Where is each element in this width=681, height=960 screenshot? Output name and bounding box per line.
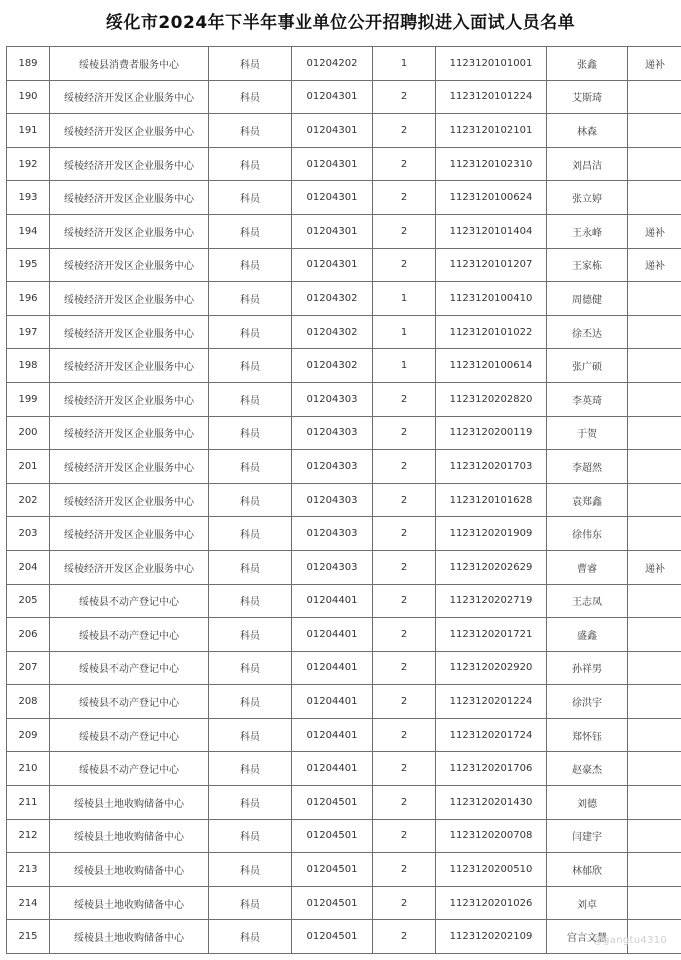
position-cell: 科员 bbox=[209, 550, 292, 584]
position-code-cell: 01204301 bbox=[292, 80, 373, 114]
employer-unit-cell: 绥棱经济开发区企业服务中心 bbox=[50, 282, 209, 316]
row-number-cell: 210 bbox=[7, 752, 50, 786]
row-number-cell: 189 bbox=[7, 47, 50, 81]
exam-number-cell: 1123120202109 bbox=[436, 920, 547, 954]
row-number-cell: 195 bbox=[7, 248, 50, 282]
candidate-name-cell: 刘德 bbox=[547, 786, 628, 820]
position-code-cell: 01204401 bbox=[292, 718, 373, 752]
position-code-cell: 01204303 bbox=[292, 450, 373, 484]
row-number-cell: 197 bbox=[7, 315, 50, 349]
position-cell: 科员 bbox=[209, 416, 292, 450]
employer-unit-cell: 绥棱县不动产登记中心 bbox=[50, 752, 209, 786]
remark-cell bbox=[628, 416, 681, 450]
table-row bbox=[7, 349, 681, 383]
table-row bbox=[7, 248, 681, 282]
table-row bbox=[7, 651, 681, 685]
exam-number-cell: 1123120102310 bbox=[436, 147, 547, 181]
position-cell: 科员 bbox=[209, 214, 292, 248]
hiring-quota-cell: 2 bbox=[373, 718, 436, 752]
candidate-name-cell: 徐洪宇 bbox=[547, 685, 628, 719]
row-number-cell: 198 bbox=[7, 349, 50, 383]
row-number-cell: 200 bbox=[7, 416, 50, 450]
position-code-cell: 01204301 bbox=[292, 214, 373, 248]
position-code-cell: 01204301 bbox=[292, 147, 373, 181]
row-number-cell: 207 bbox=[7, 651, 50, 685]
remark-cell bbox=[628, 651, 681, 685]
table-row bbox=[7, 886, 681, 920]
employer-unit-cell: 绥棱县不动产登记中心 bbox=[50, 584, 209, 618]
candidate-name-cell: 张广硕 bbox=[547, 349, 628, 383]
position-cell: 科员 bbox=[209, 47, 292, 81]
remark-cell bbox=[628, 315, 681, 349]
employer-unit-cell: 绥棱县不动产登记中心 bbox=[50, 651, 209, 685]
employer-unit-cell: 绥棱县土地收购储备中心 bbox=[50, 886, 209, 920]
position-cell: 科员 bbox=[209, 114, 292, 148]
remark-cell bbox=[628, 382, 681, 416]
exam-number-cell: 1123120100614 bbox=[436, 349, 547, 383]
row-number-cell: 190 bbox=[7, 80, 50, 114]
table-row bbox=[7, 214, 681, 248]
hiring-quota-cell: 2 bbox=[373, 853, 436, 887]
hiring-quota-cell: 2 bbox=[373, 886, 436, 920]
hiring-quota-cell: 2 bbox=[373, 651, 436, 685]
hiring-quota-cell: 2 bbox=[373, 483, 436, 517]
position-code-cell: 01204401 bbox=[292, 584, 373, 618]
row-number-cell: 191 bbox=[7, 114, 50, 148]
position-cell: 科员 bbox=[209, 651, 292, 685]
employer-unit-cell: 绥棱经济开发区企业服务中心 bbox=[50, 248, 209, 282]
position-cell: 科员 bbox=[209, 382, 292, 416]
remark-cell: 递补 bbox=[628, 214, 681, 248]
hiring-quota-cell: 2 bbox=[373, 920, 436, 954]
row-number-cell: 206 bbox=[7, 618, 50, 652]
row-number-cell: 194 bbox=[7, 214, 50, 248]
position-code-cell: 01204501 bbox=[292, 819, 373, 853]
employer-unit-cell: 绥棱县土地收购储备中心 bbox=[50, 853, 209, 887]
table-row bbox=[7, 416, 681, 450]
position-cell: 科员 bbox=[209, 450, 292, 484]
employer-unit-cell: 绥棱县不动产登记中心 bbox=[50, 718, 209, 752]
exam-number-cell: 1123120101207 bbox=[436, 248, 547, 282]
remark-cell bbox=[628, 80, 681, 114]
candidate-name-cell: 于贺 bbox=[547, 416, 628, 450]
hiring-quota-cell: 2 bbox=[373, 517, 436, 551]
hiring-quota-cell: 2 bbox=[373, 550, 436, 584]
remark-cell: 递补 bbox=[628, 47, 681, 81]
position-cell: 科员 bbox=[209, 315, 292, 349]
employer-unit-cell: 绥棱经济开发区企业服务中心 bbox=[50, 181, 209, 215]
remark-cell bbox=[628, 718, 681, 752]
position-cell: 科员 bbox=[209, 282, 292, 316]
position-code-cell: 01204303 bbox=[292, 483, 373, 517]
exam-number-cell: 1123120101022 bbox=[436, 315, 547, 349]
exam-number-cell: 1123120101404 bbox=[436, 214, 547, 248]
table-row bbox=[7, 315, 681, 349]
position-cell: 科员 bbox=[209, 80, 292, 114]
table-row bbox=[7, 382, 681, 416]
position-cell: 科员 bbox=[209, 483, 292, 517]
table-row bbox=[7, 47, 681, 81]
candidate-name-cell: 曹睿 bbox=[547, 550, 628, 584]
remark-cell bbox=[628, 886, 681, 920]
position-code-cell: 01204501 bbox=[292, 786, 373, 820]
exam-number-cell: 1123120201721 bbox=[436, 618, 547, 652]
hiring-quota-cell: 2 bbox=[373, 786, 436, 820]
position-cell: 科员 bbox=[209, 181, 292, 215]
position-code-cell: 01204401 bbox=[292, 618, 373, 652]
exam-number-cell: 1123120201026 bbox=[436, 886, 547, 920]
row-number-cell: 212 bbox=[7, 819, 50, 853]
row-number-cell: 209 bbox=[7, 718, 50, 752]
employer-unit-cell: 绥棱经济开发区企业服务中心 bbox=[50, 80, 209, 114]
row-number-cell: 203 bbox=[7, 517, 50, 551]
candidate-name-cell: 徐丕达 bbox=[547, 315, 628, 349]
employer-unit-cell: 绥棱经济开发区企业服务中心 bbox=[50, 214, 209, 248]
position-cell: 科员 bbox=[209, 886, 292, 920]
remark-cell bbox=[628, 752, 681, 786]
employer-unit-cell: 绥棱县土地收购储备中心 bbox=[50, 920, 209, 954]
remark-cell bbox=[628, 147, 681, 181]
employer-unit-cell: 绥棱经济开发区企业服务中心 bbox=[50, 416, 209, 450]
row-number-cell: 211 bbox=[7, 786, 50, 820]
position-code-cell: 01204202 bbox=[292, 47, 373, 81]
hiring-quota-cell: 2 bbox=[373, 752, 436, 786]
candidate-name-cell: 刘昌洁 bbox=[547, 147, 628, 181]
table-row bbox=[7, 114, 681, 148]
position-code-cell: 01204302 bbox=[292, 349, 373, 383]
position-cell: 科员 bbox=[209, 618, 292, 652]
position-cell: 科员 bbox=[209, 752, 292, 786]
remark-cell bbox=[628, 282, 681, 316]
row-number-cell: 193 bbox=[7, 181, 50, 215]
hiring-quota-cell: 2 bbox=[373, 80, 436, 114]
position-code-cell: 01204303 bbox=[292, 382, 373, 416]
table-row bbox=[7, 853, 681, 887]
position-cell: 科员 bbox=[209, 248, 292, 282]
hiring-quota-cell: 2 bbox=[373, 382, 436, 416]
hiring-quota-cell: 2 bbox=[373, 181, 436, 215]
position-cell: 科员 bbox=[209, 718, 292, 752]
position-cell: 科员 bbox=[209, 147, 292, 181]
table-row bbox=[7, 517, 681, 551]
position-code-cell: 01204301 bbox=[292, 181, 373, 215]
remark-cell bbox=[628, 685, 681, 719]
candidate-name-cell: 张鑫 bbox=[547, 47, 628, 81]
candidate-name-cell: 周德健 bbox=[547, 282, 628, 316]
row-number-cell: 213 bbox=[7, 853, 50, 887]
table-row bbox=[7, 181, 681, 215]
hiring-quota-cell: 2 bbox=[373, 584, 436, 618]
hiring-quota-cell: 2 bbox=[373, 416, 436, 450]
candidate-name-cell: 孙祥男 bbox=[547, 651, 628, 685]
hiring-quota-cell: 1 bbox=[373, 47, 436, 81]
row-number-cell: 192 bbox=[7, 147, 50, 181]
hiring-quota-cell: 2 bbox=[373, 819, 436, 853]
position-code-cell: 01204302 bbox=[292, 315, 373, 349]
exam-number-cell: 1123120100624 bbox=[436, 181, 547, 215]
hiring-quota-cell: 2 bbox=[373, 450, 436, 484]
remark-cell: 递补 bbox=[628, 248, 681, 282]
document-title: 绥化市2024年下半年事业单位公开招聘拟进入面试人员名单 bbox=[105, 13, 576, 33]
candidate-name-cell: 张立婷 bbox=[547, 181, 628, 215]
table-row bbox=[7, 752, 681, 786]
row-number-cell: 208 bbox=[7, 685, 50, 719]
hiring-quota-cell: 2 bbox=[373, 114, 436, 148]
table-row bbox=[7, 786, 681, 820]
position-code-cell: 01204302 bbox=[292, 282, 373, 316]
row-number-cell: 214 bbox=[7, 886, 50, 920]
remark-cell bbox=[628, 786, 681, 820]
employer-unit-cell: 绥棱县不动产登记中心 bbox=[50, 618, 209, 652]
remark-cell bbox=[628, 181, 681, 215]
exam-number-cell: 1123120100410 bbox=[436, 282, 547, 316]
row-number-cell: 196 bbox=[7, 282, 50, 316]
exam-number-cell: 1123120201724 bbox=[436, 718, 547, 752]
table-row bbox=[7, 483, 681, 517]
candidate-name-cell: 袁郑鑫 bbox=[547, 483, 628, 517]
exam-number-cell: 1123120101628 bbox=[436, 483, 547, 517]
remark-cell bbox=[628, 483, 681, 517]
position-cell: 科员 bbox=[209, 920, 292, 954]
position-code-cell: 01204401 bbox=[292, 685, 373, 719]
exam-number-cell: 1123120101224 bbox=[436, 80, 547, 114]
row-number-cell: 204 bbox=[7, 550, 50, 584]
table-row bbox=[7, 618, 681, 652]
position-cell: 科员 bbox=[209, 517, 292, 551]
candidate-table-body bbox=[7, 47, 681, 954]
candidate-name-cell: 李超然 bbox=[547, 450, 628, 484]
candidate-name-cell: 刘卓 bbox=[547, 886, 628, 920]
candidate-name-cell: 艾斯琦 bbox=[547, 80, 628, 114]
remark-cell bbox=[628, 819, 681, 853]
table-row bbox=[7, 819, 681, 853]
candidate-name-cell: 郑怀钰 bbox=[547, 718, 628, 752]
employer-unit-cell: 绥棱县土地收购储备中心 bbox=[50, 819, 209, 853]
exam-number-cell: 1123120200119 bbox=[436, 416, 547, 450]
hiring-quota-cell: 2 bbox=[373, 618, 436, 652]
row-number-cell: 205 bbox=[7, 584, 50, 618]
table-row bbox=[7, 920, 681, 954]
exam-number-cell: 1123120201703 bbox=[436, 450, 547, 484]
hiring-quota-cell: 2 bbox=[373, 214, 436, 248]
hiring-quota-cell: 1 bbox=[373, 315, 436, 349]
candidate-name-cell: 李英琦 bbox=[547, 382, 628, 416]
exam-number-cell: 1123120202629 bbox=[436, 550, 547, 584]
exam-number-cell: 1123120101001 bbox=[436, 47, 547, 81]
candidate-name-cell: 王志凤 bbox=[547, 584, 628, 618]
row-number-cell: 199 bbox=[7, 382, 50, 416]
remark-cell bbox=[628, 618, 681, 652]
employer-unit-cell: 绥棱县消费者服务中心 bbox=[50, 47, 209, 81]
exam-number-cell: 1123120201909 bbox=[436, 517, 547, 551]
row-number-cell: 215 bbox=[7, 920, 50, 954]
remark-cell: 递补 bbox=[628, 550, 681, 584]
position-code-cell: 01204501 bbox=[292, 886, 373, 920]
position-code-cell: 01204501 bbox=[292, 920, 373, 954]
candidate-name-cell: 盛鑫 bbox=[547, 618, 628, 652]
employer-unit-cell: 绥棱经济开发区企业服务中心 bbox=[50, 382, 209, 416]
employer-unit-cell: 绥棱经济开发区企业服务中心 bbox=[50, 349, 209, 383]
watermark-text: @gangtu4310 bbox=[592, 935, 667, 946]
position-code-cell: 01204303 bbox=[292, 416, 373, 450]
hiring-quota-cell: 2 bbox=[373, 147, 436, 181]
exam-number-cell: 1123120202719 bbox=[436, 584, 547, 618]
hiring-quota-cell: 1 bbox=[373, 282, 436, 316]
position-cell: 科员 bbox=[209, 685, 292, 719]
remark-cell bbox=[628, 517, 681, 551]
row-number-cell: 201 bbox=[7, 450, 50, 484]
employer-unit-cell: 绥棱经济开发区企业服务中心 bbox=[50, 550, 209, 584]
employer-unit-cell: 绥棱经济开发区企业服务中心 bbox=[50, 450, 209, 484]
exam-number-cell: 1123120200510 bbox=[436, 853, 547, 887]
table-row bbox=[7, 550, 681, 584]
remark-cell bbox=[628, 853, 681, 887]
remark-cell bbox=[628, 450, 681, 484]
exam-number-cell: 1123120201224 bbox=[436, 685, 547, 719]
exam-number-cell: 1123120102101 bbox=[436, 114, 547, 148]
employer-unit-cell: 绥棱经济开发区企业服务中心 bbox=[50, 114, 209, 148]
exam-number-cell: 1123120202820 bbox=[436, 382, 547, 416]
candidate-name-cell: 林森 bbox=[547, 114, 628, 148]
position-cell: 科员 bbox=[209, 584, 292, 618]
table-row bbox=[7, 80, 681, 114]
position-code-cell: 01204401 bbox=[292, 651, 373, 685]
candidate-name-cell: 王家栋 bbox=[547, 248, 628, 282]
position-code-cell: 01204303 bbox=[292, 517, 373, 551]
position-code-cell: 01204401 bbox=[292, 752, 373, 786]
position-code-cell: 01204303 bbox=[292, 550, 373, 584]
candidate-name-cell: 林郁欣 bbox=[547, 853, 628, 887]
employer-unit-cell: 绥棱县土地收购储备中心 bbox=[50, 786, 209, 820]
hiring-quota-cell: 1 bbox=[373, 349, 436, 383]
candidate-table bbox=[6, 46, 681, 954]
table-row bbox=[7, 584, 681, 618]
candidate-name-cell: 赵豪杰 bbox=[547, 752, 628, 786]
exam-number-cell: 1123120200708 bbox=[436, 819, 547, 853]
candidate-name-cell: 宫言文慧 bbox=[547, 920, 628, 954]
position-code-cell: 01204501 bbox=[292, 853, 373, 887]
position-cell: 科员 bbox=[209, 786, 292, 820]
remark-cell bbox=[628, 349, 681, 383]
remark-cell bbox=[628, 114, 681, 148]
table-row bbox=[7, 718, 681, 752]
table-row bbox=[7, 282, 681, 316]
hiring-quota-cell: 2 bbox=[373, 685, 436, 719]
position-code-cell: 01204301 bbox=[292, 248, 373, 282]
remark-cell bbox=[628, 584, 681, 618]
row-number-cell: 202 bbox=[7, 483, 50, 517]
employer-unit-cell: 绥棱经济开发区企业服务中心 bbox=[50, 483, 209, 517]
employer-unit-cell: 绥棱经济开发区企业服务中心 bbox=[50, 147, 209, 181]
table-row bbox=[7, 450, 681, 484]
position-cell: 科员 bbox=[209, 349, 292, 383]
employer-unit-cell: 绥棱县不动产登记中心 bbox=[50, 685, 209, 719]
table-row bbox=[7, 685, 681, 719]
employer-unit-cell: 绥棱经济开发区企业服务中心 bbox=[50, 315, 209, 349]
hiring-quota-cell: 2 bbox=[373, 248, 436, 282]
employer-unit-cell: 绥棱经济开发区企业服务中心 bbox=[50, 517, 209, 551]
candidate-name-cell: 王永峰 bbox=[547, 214, 628, 248]
candidate-name-cell: 闫建宇 bbox=[547, 819, 628, 853]
exam-number-cell: 1123120201430 bbox=[436, 786, 547, 820]
table-row bbox=[7, 147, 681, 181]
exam-number-cell: 1123120202920 bbox=[436, 651, 547, 685]
position-cell: 科员 bbox=[209, 853, 292, 887]
position-cell: 科员 bbox=[209, 819, 292, 853]
candidate-name-cell: 徐伟东 bbox=[547, 517, 628, 551]
position-code-cell: 01204301 bbox=[292, 114, 373, 148]
exam-number-cell: 1123120201706 bbox=[436, 752, 547, 786]
